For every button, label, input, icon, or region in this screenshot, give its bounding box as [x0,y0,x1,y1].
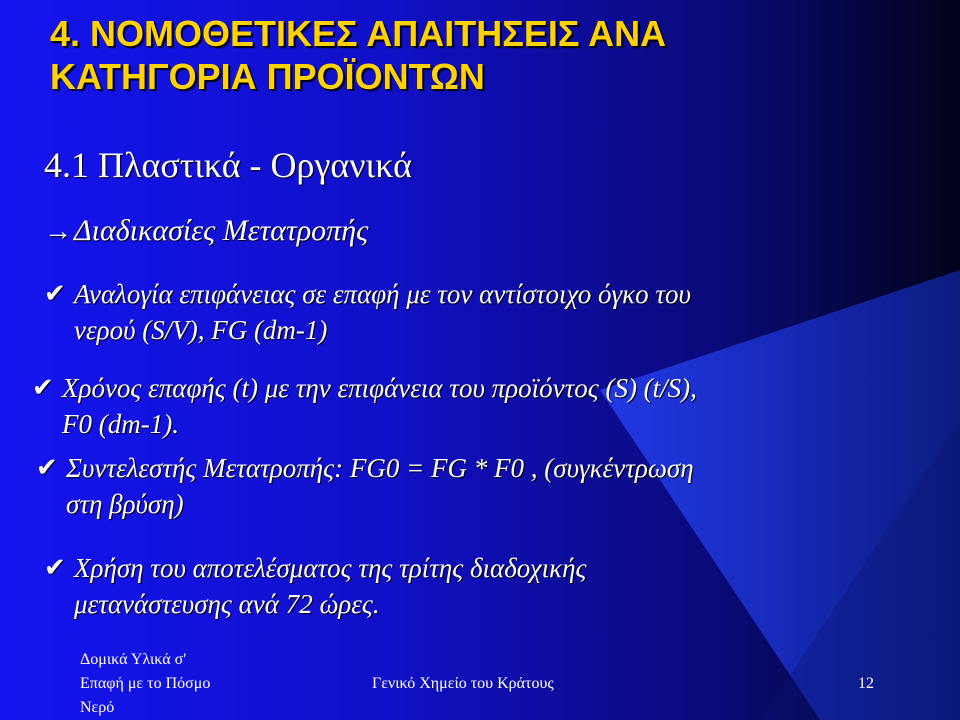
slide-title-line-2: ΚΑΤΗΓΟΡΙΑ ΠΡΟΪΟΝΤΩΝ [50,56,485,97]
checkmark-icon: ✔ [44,279,66,308]
slide-title-line-1: 4. ΝΟΜΟΘΕΤΙΚΕΣ ΑΠΑΙΤΗΣΕΙΣ ΑΝΑ [50,13,667,54]
arrow-right-icon: → [44,216,72,247]
slide-title [50,12,930,98]
footer-left-line-1: Δομικά Υλικά σ' [80,651,187,668]
bullet-line: στη βρύση) [66,489,184,519]
checkmark-icon: ✔ [44,553,66,582]
checkmark-icon: ✔ [36,453,58,482]
footer-left [80,648,210,720]
bullet-line: F0 (dm-1). [62,409,179,439]
section-heading-text: Διαδικασίες Μετατροπής [74,214,369,247]
footer-left-line-2: Επαφή με το Πόσμο [80,675,211,692]
footer-left-line-3: Νερό [80,699,115,716]
bullet-item [44,276,691,348]
bullet-line: Αναλογία επιφάνειας σε επαφή με τον αντίστοιχο όγκο του [74,279,691,309]
footer-center: Γενικό Χημείο του Κράτους [372,675,554,692]
bullet-line: μετανάστευσης ανά 72 ώρες. [74,589,380,619]
bullet-item [32,370,697,442]
bullet-item [44,550,587,622]
slide-subtitle: 4.1 Πλαστικά - Οργανικά [44,145,412,185]
section-heading [44,214,368,248]
bullet-item [36,450,694,522]
bullet-line: νερού (S/V), FG (dm-1) [74,315,328,345]
bullet-line: Χρήση του αποτελέσματος της τρίτης διαδοχικής [74,553,587,583]
checkmark-icon: ✔ [32,373,54,402]
page-number: 12 [858,675,874,692]
bullet-line: Συντελεστής Μετατροπής: FG0 = FG * F0 , (συγκέντρωση [66,453,694,483]
bullet-line: Χρόνος επαφής (t) με την επιφάνεια του προϊόντος (S) (t/S), [62,373,697,403]
